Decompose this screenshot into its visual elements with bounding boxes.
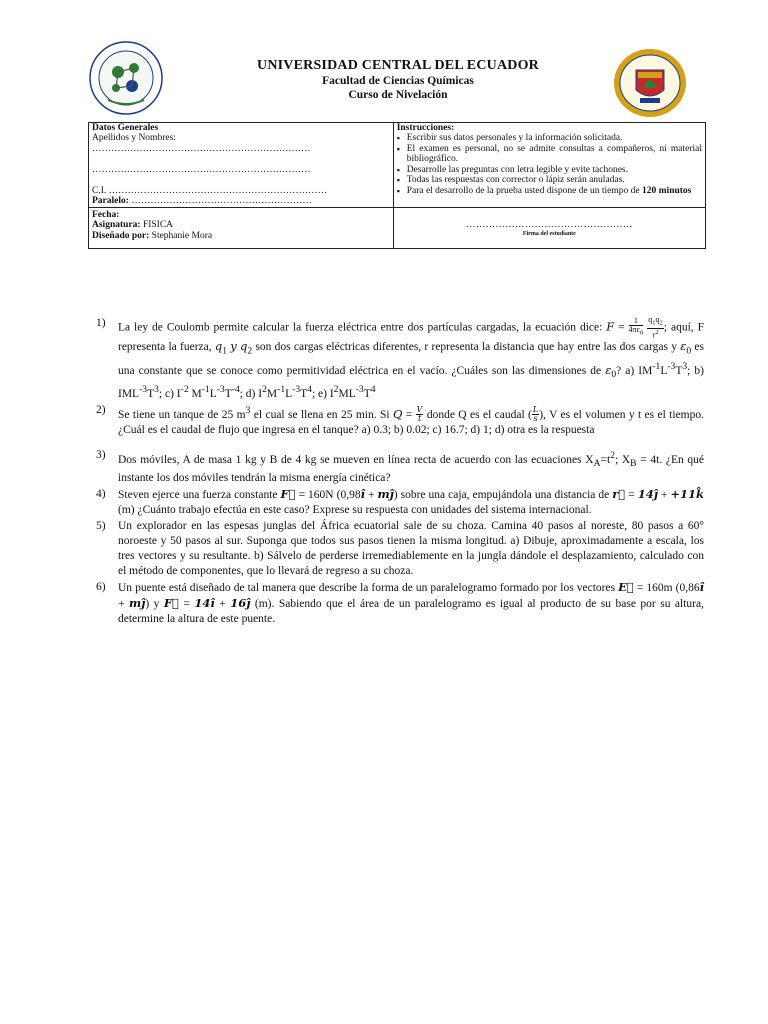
- time-limit: 120 minutos: [642, 185, 692, 196]
- question-3: 3) Dos móviles, A de masa 1 kg y B de 4 kg se mueven en línea recta de acuerdo con las ecuaciones $X_A=t^2$; $X_B = 4t$. ¿En qué instante los dos móviles tendrán la misma energía cinética?: [96, 449, 705, 485]
- instruction-item: ▪ Para el desarrollo de la prueba usted dispone de un tiempo de 120 minutos: [407, 186, 702, 197]
- instruction-item: ▪ Desarrolle las preguntas con letra legible y evite tachones.: [407, 165, 702, 176]
- ci-dots: ……………………………………………………………: [108, 185, 328, 196]
- paralelo-field[interactable]: [92, 196, 390, 207]
- asignatura-value: FÍSICA: [142, 220, 174, 230]
- instructions-cell: [393, 123, 705, 208]
- course-name: Curso de Nivelación: [348, 89, 448, 101]
- instruction-item: ▪ Escribir sus datos personales y la información solicitada.: [407, 133, 702, 144]
- question-4: 4) Steven ejerce una fuerza constante F⃗ = 160N (0,98î + mĵ) sobre una caja, empujándola una distancia de r⃗ = 14ĵ + +11k̂ (m) ¿Cuánto trabajo efectúa en este caso? Exprese su respuesta con unidades del sistema internacional.: [96, 487, 704, 517]
- faculty-name: Facultad de Ciencias Químicas: [322, 75, 474, 87]
- question-6: 6) Un puente está diseñado de tal manera que describe la forma de un paralelogramo formado por los vectores E⃗ = 160m (0,86î + mĵ) y F⃗ = 14î + 16ĵ (m). Sabiendo que el área de un paralelogramo es igual al producto de su base por su altura, determine la altura de este puente.: [96, 580, 704, 626]
- general-data-header: Datos Generales: [92, 123, 159, 133]
- question-1: 1) La ley de Coulomb permite calcular la fuerza eléctrica entre dos partículas cargadas, la ecuación dice: F = $\frac{1}{4\pi\varepsilon_0}$ $\frac{q_1q_2}{r^2}$ ; aquí, F representa la fuerza, $q_1$ y $q_2$ son dos cargas eléctricas diferentes, r representa la distancia que hay entre las dos cargas y $\varepsilon_0$ es una constante que se conoce como permitividad eléctrica en el vacío. ¿Cuáles son las dimensiones de $\varepsilon_0$? a) $IM^{-1}L^{-3}T^3$; b) $IML^{-3}T^3$; c) $I^{-2}$ $M^{-1}L^{-3}T^{-4}$; d) $I^2M^{-1}L^{-3}T^4$; e) $I^2ML^{-3}T^4$: [96, 315, 704, 400]
- signature-line[interactable]: ……………………………………………: [466, 219, 633, 230]
- general-data-table: [88, 122, 706, 249]
- exam-meta-cell: [89, 207, 394, 248]
- fecha-label: Fecha:: [92, 209, 120, 220]
- document-header: [88, 40, 708, 118]
- ci-field[interactable]: [92, 186, 390, 197]
- names-label: Apellidos y Nombres:: [92, 133, 176, 143]
- signature-caption: Firma del estudiante: [522, 230, 576, 237]
- university-name: UNIVERSIDAD CENTRAL DEL ECUADOR: [257, 58, 539, 73]
- disenado-value: Stephanie Mora: [151, 230, 213, 241]
- disenado-label: Diseñado por:: [92, 230, 150, 241]
- paralelo-label: Paralelo:: [92, 196, 129, 206]
- university-seal-logo: [612, 48, 688, 118]
- instructions-header: Instrucciones:: [396, 123, 455, 133]
- question-2: 2) Se tiene un tanque de 25 $m^3$ el cual se llena en 25 min. Si Q = $\frac{V}{t}$ donde Q es el caudal ( $\frac{L}{s}$ ), V es el volumen y t es el tiempo. ¿Cuál es el caudal de flujo que ingresa en el tanque? a) 0.3; b) 0.02; c) 16.7; d) 1; d) otra es la respuesta: [96, 403, 704, 437]
- names-dots-line-1[interactable]: ……………………………………………………………: [92, 143, 311, 154]
- instructions-list: [397, 133, 702, 196]
- question-5: 5) Un explorador en las espesas junglas del África ecuatorial sale de su choza. Camina 40 pasos al noreste, 80 pasos a 60° noroeste y 50 pasos al sur. Suponga que todos sus pasos tienen la misma longitud. a) Dibuje, aproximadamente a escala, los tres vectores y su resultante. b) Sálvelo de perderse irremediablemente en la jungla dándole el desplazamiento, calculado con el método de componentes, que lo llevará de regreso a su choza.: [96, 520, 704, 578]
- asignatura-label: Asignatura:: [92, 220, 141, 230]
- instruction-item: ▪ El examen es personal, no se admite consultas a compañeros, ni material bibliográfico.: [407, 144, 702, 165]
- general-data-cell: [89, 123, 394, 208]
- questions-list: [96, 316, 704, 628]
- names-dots-line-2[interactable]: ……………………………………………………………: [92, 164, 311, 175]
- chemistry-faculty-logo: [88, 40, 164, 116]
- signature-cell: [393, 207, 705, 248]
- instruction-item: ▪ Todas las respuestas con corrector o lápiz serán anuladas.: [407, 175, 702, 186]
- header-titles: [188, 58, 608, 102]
- ci-label: C.I.: [92, 185, 107, 196]
- paralelo-dots: …………………………………………………: [131, 196, 312, 206]
